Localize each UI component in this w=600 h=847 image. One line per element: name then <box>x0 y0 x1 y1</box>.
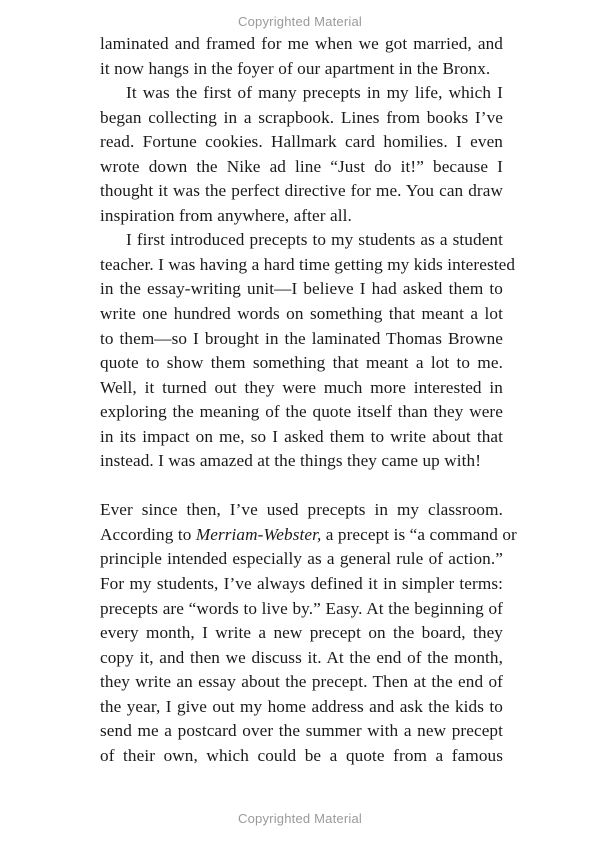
paragraph-2 <box>100 81 503 228</box>
text-line: the year, I give out my home address and ask the kids to <box>100 696 503 716</box>
text-line: wrote down the Nike ad line “Just do it!” because I <box>100 156 503 176</box>
text-line: I first introduced precepts to my students as a student <box>126 230 503 250</box>
text-fragment: a precept is “a command or <box>321 524 517 544</box>
copyright-watermark-bottom: Copyrighted Material <box>238 811 362 826</box>
section-break <box>100 474 503 499</box>
text-line: began collecting in a scrapbook. Lines from books I’ve <box>100 107 503 127</box>
text-line: write one hundred words on something that meant a lot <box>100 304 503 324</box>
paragraph-3 <box>100 228 516 473</box>
text-line: send me a postcard over the summer with a new precept <box>100 721 503 741</box>
text-line: It was the first of many precepts in my life, which I <box>126 83 503 103</box>
text-line: read. Fortune cookies. Hallmark card homilies. I even <box>100 132 503 152</box>
text-line: in the essay-writing unit—I believe I had asked them to <box>100 279 503 299</box>
text-line: of their own, which could be a quote from a famous <box>100 745 503 765</box>
copyright-watermark-top: Copyrighted Material <box>238 14 362 29</box>
text-line: in its impact on me, so I asked them to write about that <box>100 426 503 446</box>
paragraph-4 <box>100 498 517 768</box>
text-line: thought it was the perfect directive for me. You can draw <box>100 181 503 201</box>
text-line: instead. I was amazed at the things they came up with! <box>100 451 482 471</box>
text-line: For my students, I’ve always defined it in simpler terms: <box>100 574 503 594</box>
paragraph-1 <box>100 32 503 81</box>
text-line: Well, it turned out they were much more interested in <box>100 377 503 397</box>
text-line: copy it, and then we discuss it. At the end of the month, <box>100 647 503 667</box>
text-line: exploring the meaning of the quote itself than they were <box>100 402 503 422</box>
text-line: every month, I write a new precept on the board, they <box>100 623 503 643</box>
text-line: quote to show them something that meant a lot to me. <box>100 353 503 373</box>
text-line: they write an essay about the precept. Then at the end of <box>100 672 503 692</box>
text-line: to them—so I brought in the laminated Thomas Browne <box>100 328 503 348</box>
text-line: inspiration from anywhere, after all. <box>100 205 352 225</box>
book-page-body <box>100 32 517 768</box>
text-line: teacher. I was having a hard time getting my kids interested <box>100 254 516 274</box>
italic-title: Merriam-Webster, <box>195 524 322 544</box>
text-line: precepts are “words to live by.” Easy. At the beginning of <box>100 598 503 618</box>
text-line: principle intended especially as a general rule of action.” <box>100 549 503 569</box>
text-fragment: According to <box>100 524 196 544</box>
text-line: it now hangs in the foyer of our apartment in the Bronx. <box>100 58 491 78</box>
text-line: laminated and framed for me when we got married, and <box>100 34 503 53</box>
text-line: Ever since then, I’ve used precepts in my classroom. <box>100 500 503 520</box>
text-line-with-italic <box>100 523 517 548</box>
